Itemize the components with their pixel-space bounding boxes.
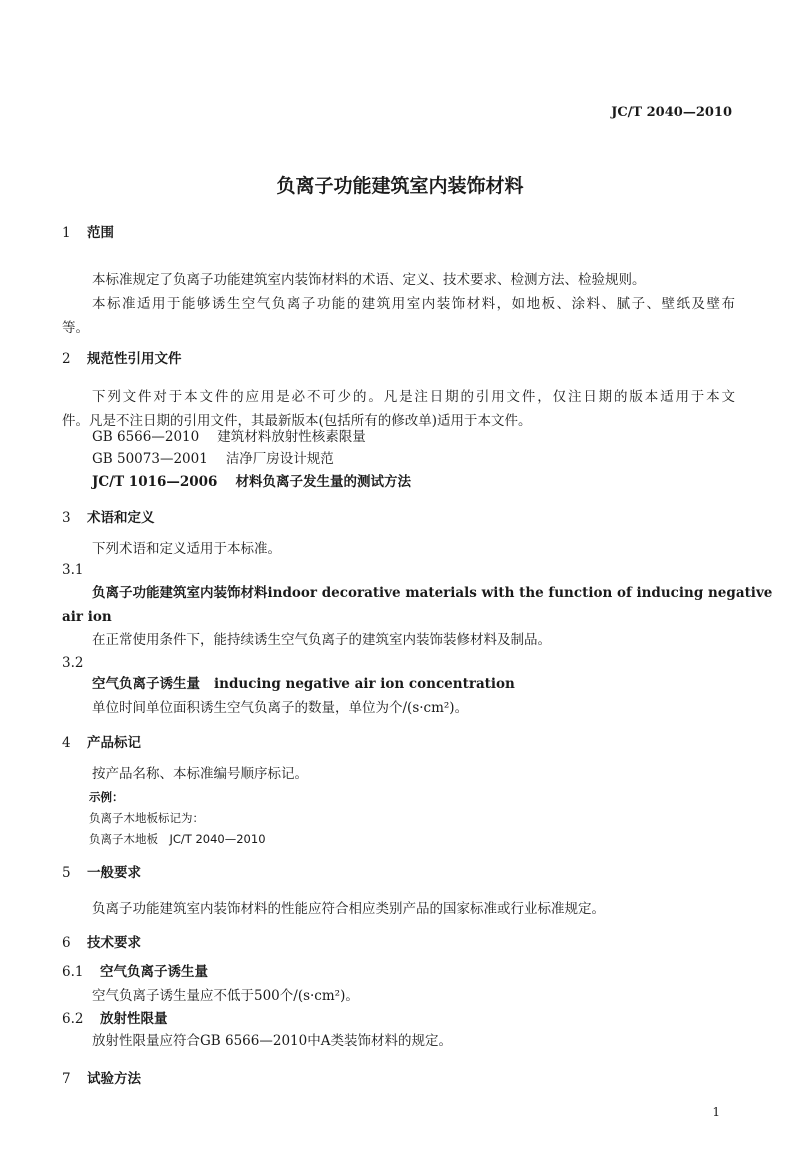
subsection-number: 6.2: [62, 1011, 84, 1027]
example-text: 负离子木地板标记为：: [89, 811, 204, 825]
subsection-heading: 放射性限量: [100, 1011, 168, 1027]
standard-number: JC/T 2040—2010: [611, 105, 732, 120]
section-5-number: 5: [62, 865, 71, 881]
section-4-heading: 产品标记: [87, 735, 141, 751]
paragraph: 等。: [62, 320, 89, 336]
section-6-heading: 技术要求: [87, 935, 141, 951]
paragraph: 件。凡是不注日期的引用文件，其最新版本(包括所有的修改单)适用于本文件。: [62, 413, 532, 429]
reference-code: JC/T 1016—2006: [92, 474, 218, 490]
page-title: 负离子功能建筑室内装饰材料: [276, 175, 524, 197]
section-5-heading: 一般要求: [87, 865, 141, 881]
reference-item: [92, 473, 411, 491]
term-en: inducing negative air ion concentration: [214, 676, 515, 692]
reference-title: 洁净厂房设计规范: [225, 451, 334, 467]
reference-title: 建筑材料放射性核素限量: [217, 429, 366, 445]
term-en: indoor decorative materials with the function of inducing negative: [267, 585, 773, 601]
paragraph: 按产品名称、本标准编号顺序标记。: [92, 766, 308, 782]
section-3-number: 3: [62, 510, 71, 526]
section-7-heading: 试验方法: [87, 1071, 141, 1087]
term-definition: 单位时间单位面积诱生空气负离子的数量，单位为个/(s·cm²)。: [92, 700, 469, 716]
section-1-heading: 范围: [87, 225, 114, 241]
reference-code: GB 50073—2001: [92, 451, 208, 467]
term-en-continued: air ion: [62, 609, 112, 625]
term-zh: 负离子功能建筑室内装饰材料: [92, 585, 268, 601]
subsection-number: 6.1: [62, 964, 84, 980]
term-number: 3.1: [62, 562, 84, 578]
paragraph: 放射性限量应符合GB 6566—2010中A类装饰材料的规定。: [92, 1033, 452, 1049]
term-definition: 在正常使用条件下，能持续诱生空气负离子的建筑室内装饰装修材料及制品。: [92, 632, 551, 648]
section-7-number: 7: [62, 1071, 71, 1087]
paragraph: 下列术语和定义适用于本标准。: [92, 541, 281, 557]
example-text: 负离子木地板 JC/T 2040—2010: [89, 832, 266, 846]
subsection-heading: 空气负离子诱生量: [100, 964, 208, 980]
reference-item: [92, 450, 334, 468]
section-2-number: 2: [62, 351, 71, 367]
section-6-number: 6: [62, 935, 71, 951]
section-2-heading: 规范性引用文件: [87, 351, 182, 367]
paragraph: 下列文件对于本文件的应用是必不可少的。凡是注日期的引用文件，仅注日期的版本适用于本文: [92, 389, 735, 405]
reference-item: [92, 428, 366, 446]
page-number: 1: [712, 1105, 720, 1119]
term-heading: [92, 675, 515, 693]
paragraph: 本标准适用于能够诱生空气负离子功能的建筑用室内装饰材料，如地板、涂料、腻子、壁纸及壁布: [92, 296, 735, 312]
paragraph: 负离子功能建筑室内装饰材料的性能应符合相应类别产品的国家标准或行业标准规定。: [92, 901, 605, 917]
term-heading: [92, 584, 773, 602]
term-zh: 空气负离子诱生量: [92, 676, 200, 692]
reference-code: GB 6566—2010: [92, 429, 200, 445]
section-3-heading: 术语和定义: [87, 510, 155, 526]
paragraph: 空气负离子诱生量应不低于500个/(s·cm²)。: [92, 988, 359, 1004]
reference-title: 材料负离子发生量的测试方法: [235, 474, 411, 490]
term-number: 3.2: [62, 655, 84, 671]
example-label: 示例：: [89, 790, 124, 804]
section-1-number: 1: [62, 225, 71, 241]
paragraph: 本标准规定了负离子功能建筑室内装饰材料的术语、定义、技术要求、检测方法、检验规则。: [92, 272, 646, 288]
section-4-number: 4: [62, 735, 71, 751]
